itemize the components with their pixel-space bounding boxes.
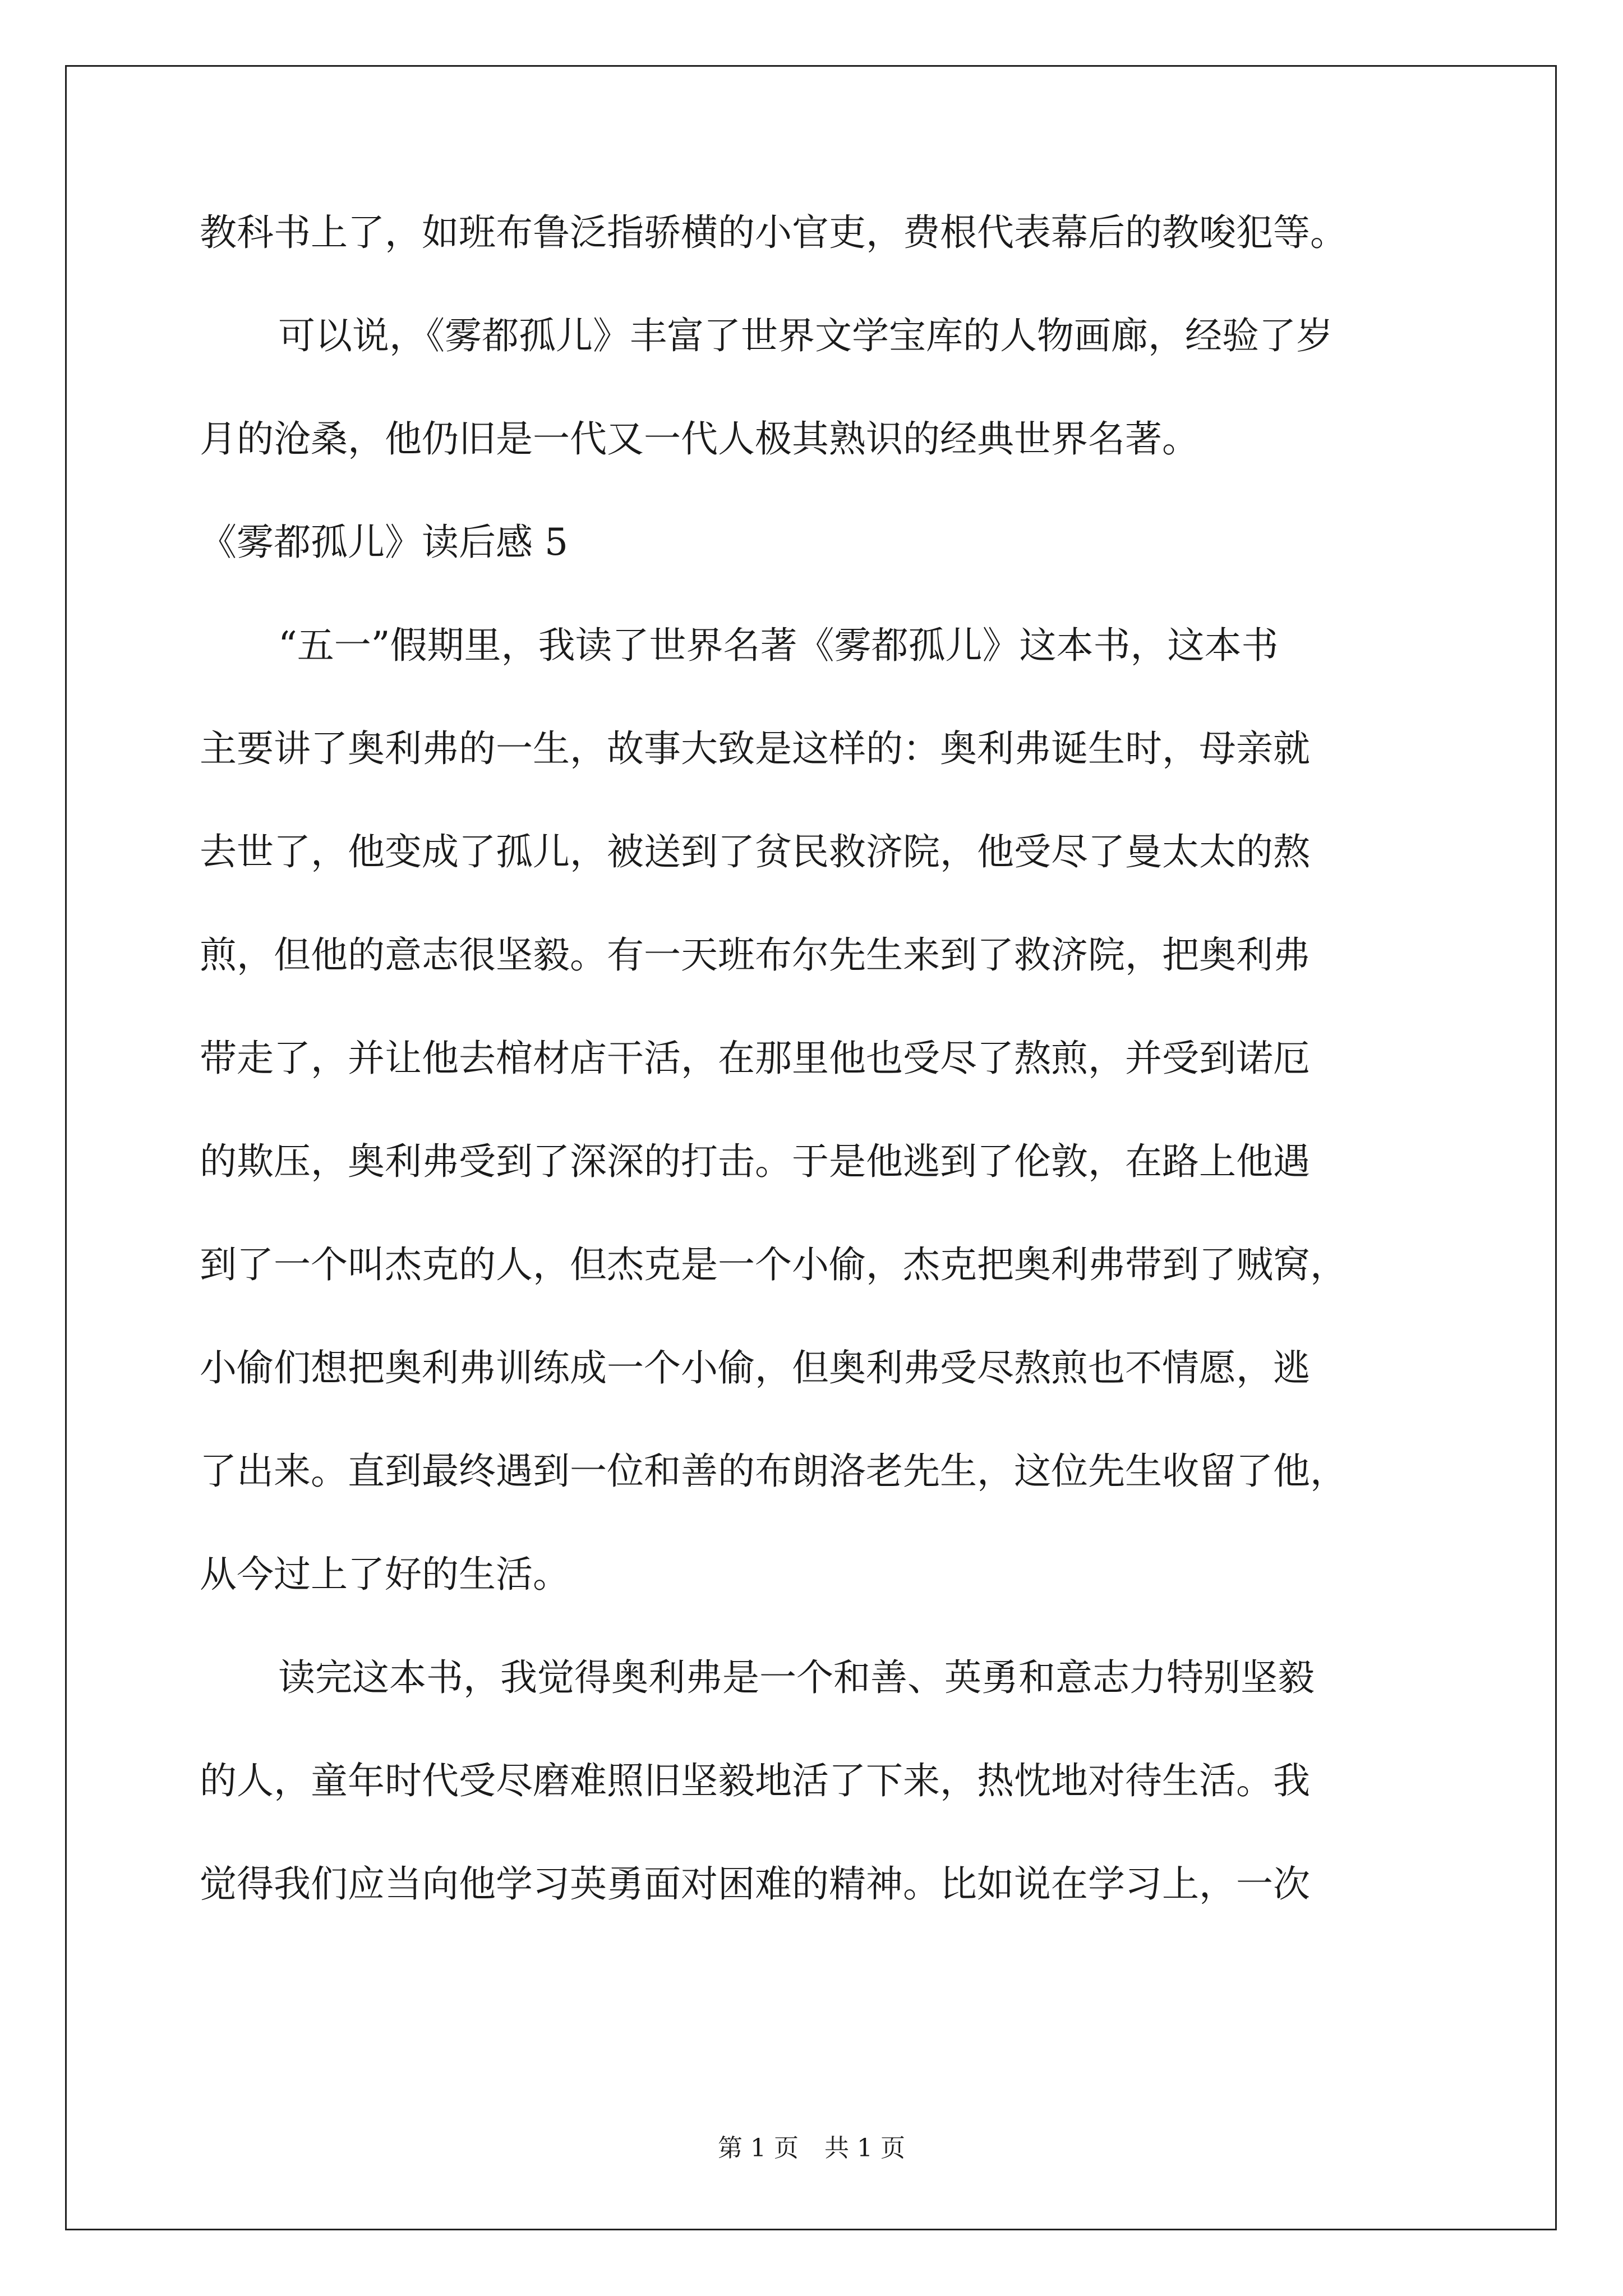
paragraph-start-line: 读完这本书，我觉得奥利弗是一个和善、英勇和意志力特别坚毅 xyxy=(278,1656,1315,1699)
text-line: 小偷们想把奥利弗训练成一个小偷，但奥利弗受尽熬煎也不情愿，逃 xyxy=(200,1346,1310,1389)
text-line: 的欺压，奥利弗受到了深深的打击。于是他逃到了伦敦，在路上他遇 xyxy=(200,1140,1310,1183)
text-line: 煎，但他的意志很坚毅。有一天班布尔先生来到了救济院，把奥利弗 xyxy=(200,933,1310,977)
text-line: 的人，童年时代受尽磨难照旧坚毅地活了下来，热忱地对待生活。我 xyxy=(200,1759,1310,1802)
text-line: 教科书上了，如班布鲁泛指骄横的小官吏，费根代表幕后的教唆犯等。 xyxy=(200,211,1347,254)
text-line: 主要讲了奥利弗的一生，故事大致是这样的：奥利弗诞生时，母亲就 xyxy=(200,727,1310,770)
text-line: 了出来。直到最终遇到一位和善的布朗洛老先生，这位先生收留了他， xyxy=(200,1450,1347,1493)
paragraph-start-line: 可以说，《雾都孤儿》丰富了世界文学宝库的人物画廊，经验了岁 xyxy=(278,314,1333,357)
text-line: 到了一个叫杰克的人，但杰克是一个小偷，杰克把奥利弗带到了贼窝， xyxy=(200,1243,1347,1286)
page-total: 共 1 页 xyxy=(824,2134,905,2162)
page-footer xyxy=(0,2132,1623,2165)
section-heading: 《雾都孤儿》读后感 5 xyxy=(200,521,568,564)
text-line: 带走了，并让他去棺材店干活，在那里他也受尽了熬煎，并受到诺厄 xyxy=(200,1037,1310,1080)
page-number: 第 1 页 xyxy=(718,2134,799,2162)
text-line: 月的沧桑，他仍旧是一代又一代人极其熟识的经典世界名著。 xyxy=(200,417,1199,461)
paragraph-start-line: “五一”假期里，我读了世界名著《雾都孤儿》这本书，这本书 xyxy=(278,624,1279,667)
text-line: 从今过上了好的生活。 xyxy=(200,1553,570,1596)
text-line: 去世了，他变成了孤儿，被送到了贫民救济院，他受尽了曼太太的熬 xyxy=(200,830,1310,873)
text-line: 觉得我们应当向他学习英勇面对困难的精神。比如说在学习上，一次 xyxy=(200,1862,1310,1906)
